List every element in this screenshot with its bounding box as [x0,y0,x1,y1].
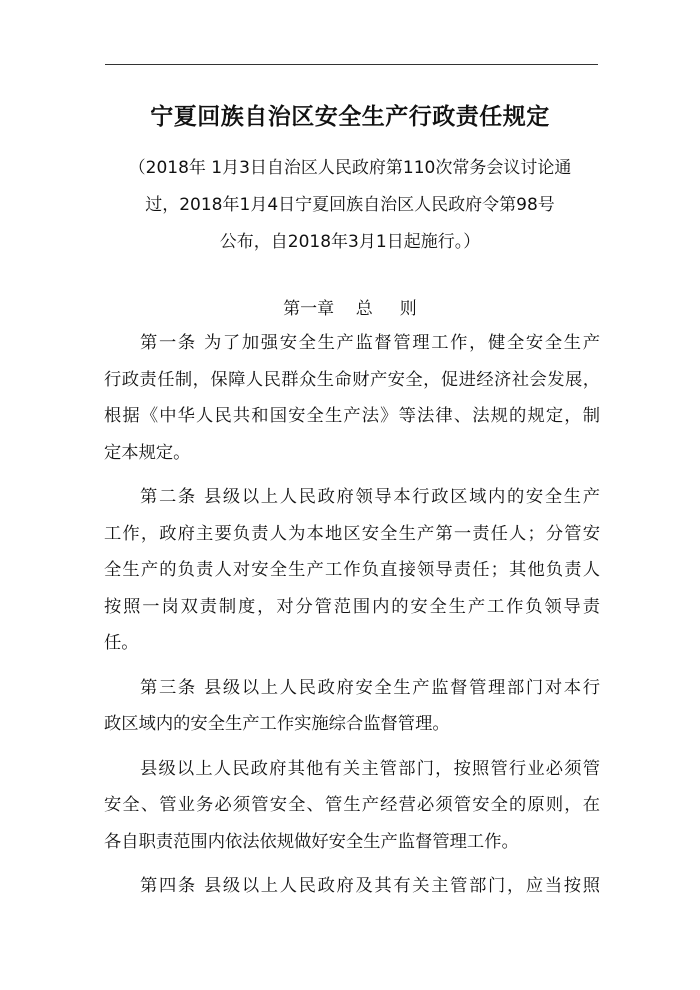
article-3-paragraph-2 [104,751,600,861]
promulgation-line: 公布，自2018年3月1日起施行。） [219,232,481,252]
chapter-heading: 第一章 总 则 [283,299,417,319]
paragraph-line: 行政责任制，保障人民群众生命财产安全，促进经济社会发展， [104,369,600,390]
paragraph-line: 第三条 县级以上人民政府安全生产监督管理部门对本行 [140,677,600,698]
paragraph-line: 第一条 为了加强安全生产监督管理工作，健全安全生产 [140,333,600,353]
article-3 [104,670,600,743]
article-2 [104,479,600,662]
paragraph-line: 全生产的负责人对安全生产工作负直接领导责任；其他负责人 [104,560,600,580]
paragraph-line: 第二条 县级以上人民政府领导本行政区域内的安全生产 [140,487,600,507]
paragraph-line: 县级以上人民政府其他有关主管部门，按照管行业必须管 [140,758,600,779]
paragraph-line: 根据《中华人民共和国安全生产法》等法律、法规的规定，制 [104,406,600,426]
paragraph-line: 定本规定。 [104,442,191,463]
header-rule [105,64,598,65]
article-1 [104,325,600,471]
document-title: 宁夏回族自治区安全生产行政责任规定 [150,104,550,130]
paragraph-line: 安全、管业务必须管安全、管生产经营必须管安全的原则，在 [104,795,600,815]
article-4 [104,868,600,905]
promulgation-line: （2018年 1月3日自治区人民政府第110次常务会议讨论通 [128,158,572,178]
paragraph-line: 第四条 县级以上人民政府及其有关主管部门，应当按照 [140,876,600,896]
paragraph-line: 政区域内的安全生产工作实施综合监督管理。 [104,714,450,734]
paragraph-line: 按照一岗双责制度，对分管范围内的安全生产工作负领导责 [104,596,600,617]
document-body [104,325,600,905]
promulgation-note [0,150,700,261]
paragraph-line: 工作，政府主要负责人为本地区安全生产第一责任人；分管安 [104,523,600,544]
promulgation-line: 过，2018年1月4日宁夏回族自治区人民政府令第98号 [145,195,555,215]
paragraph-line: 任。 [104,633,139,653]
paragraph-line: 各自职责范围内依法依规做好安全生产监督管理工作。 [104,831,519,852]
